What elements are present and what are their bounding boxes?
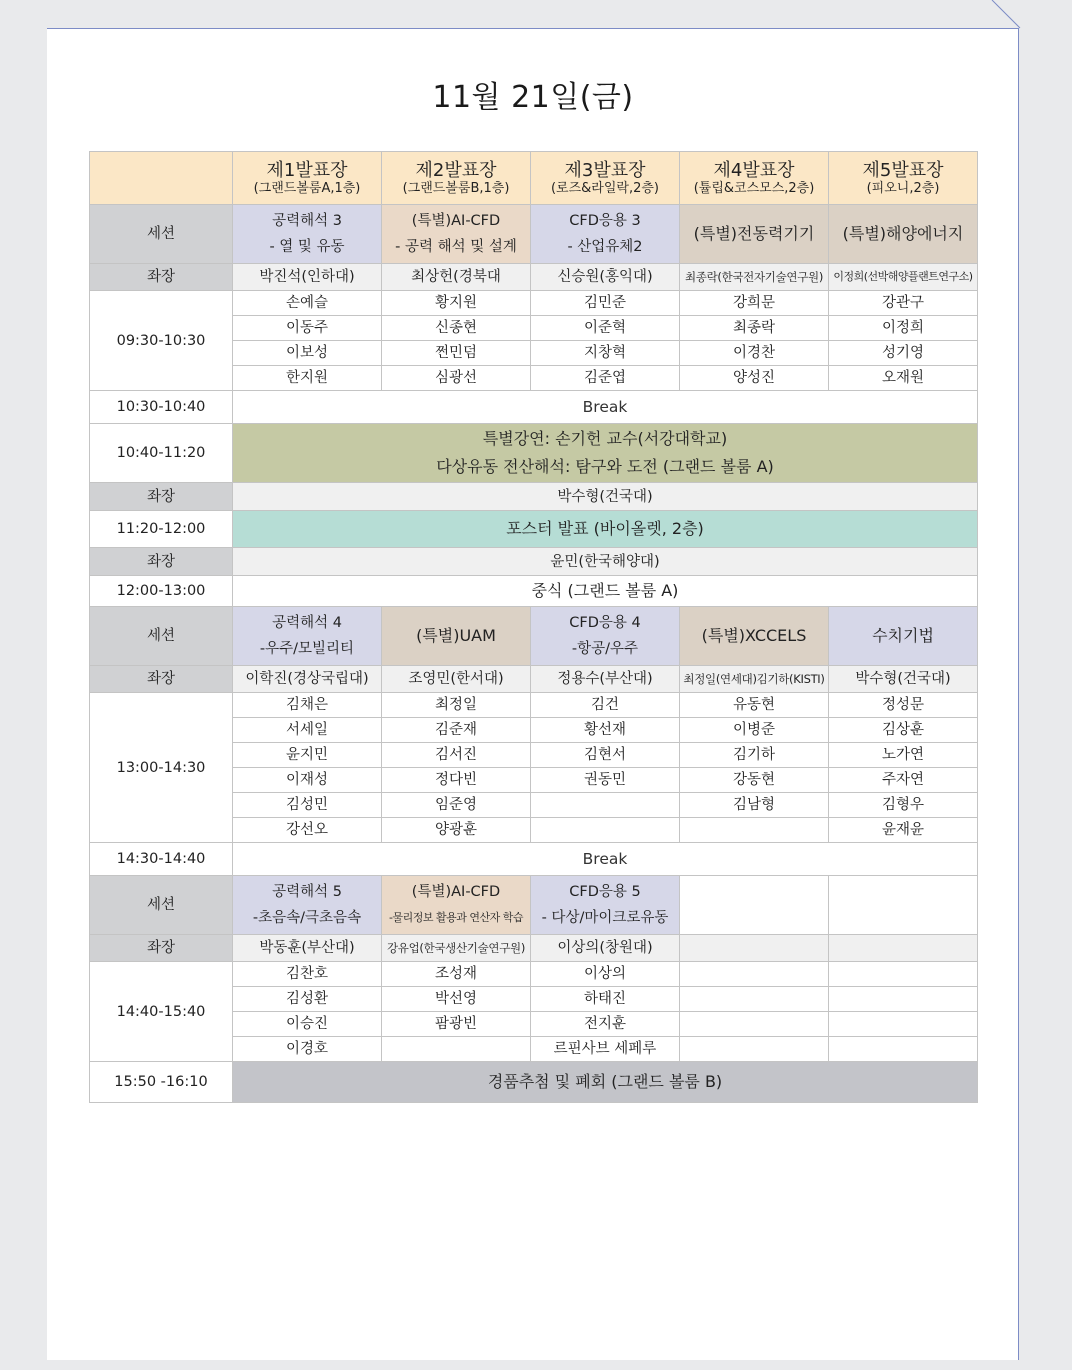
presenter: 성기영 [829, 341, 978, 366]
venue-5: 제5발표장 (피오니,2층) [829, 152, 978, 205]
chair-row [90, 935, 978, 962]
presenter: 신종현 [382, 316, 531, 341]
session-cell: CFD응용 4 -항공/우주 [531, 607, 680, 666]
presenter: 김준엽 [531, 366, 680, 391]
session-cell: (특별)AI-CFD -물리정보 활용과 연산자 학습 [382, 876, 531, 935]
venue-header-row [90, 152, 978, 205]
closing-cell: 경품추첨 및 폐회 (그랜드 볼룸 B) [233, 1062, 978, 1103]
presenter [382, 1037, 531, 1062]
time-slot: 12:00-13:00 [90, 576, 233, 607]
schedule-table [89, 151, 978, 1103]
empty-cell [680, 987, 829, 1012]
presenter: 윤재윤 [829, 818, 978, 843]
presenter-row [90, 693, 978, 718]
presenter: 김준재 [382, 718, 531, 743]
presenter: 한지원 [233, 366, 382, 391]
lunch-cell: 중식 (그랜드 볼룸 A) [233, 576, 978, 607]
presenter: 손예슬 [233, 291, 382, 316]
chair-cell: 박진석(인하대) [233, 264, 382, 291]
time-slot: 09:30-10:30 [90, 291, 233, 391]
break-cell: Break [233, 843, 978, 876]
presenter: 이동주 [233, 316, 382, 341]
presenter: 이승진 [233, 1012, 382, 1037]
presenter: 르핀사브 세페루 [531, 1037, 680, 1062]
chair-cell: 박수형(건국대) [829, 666, 978, 693]
presenter: 김성환 [233, 987, 382, 1012]
chair-cell: 이상의(창원대) [531, 935, 680, 962]
break-cell: Break [233, 391, 978, 424]
chair-label: 좌장 [90, 935, 233, 962]
presenter: 박선영 [382, 987, 531, 1012]
presenter: 서세일 [233, 718, 382, 743]
presenter: 이정희 [829, 316, 978, 341]
break-row [90, 843, 978, 876]
empty-cell [829, 962, 978, 987]
session-row [90, 205, 978, 264]
presenter: 황지원 [382, 291, 531, 316]
empty-cell [829, 876, 978, 935]
chair-label: 좌장 [90, 483, 233, 511]
presenter: 김민준 [531, 291, 680, 316]
presenter: 하태진 [531, 987, 680, 1012]
poster-cell: 포스터 발표 (바이올렛, 2층) [233, 511, 978, 548]
presenter: 윤지민 [233, 743, 382, 768]
presenter: 전지훈 [531, 1012, 680, 1037]
chair-cell: 최상헌(경북대 [382, 264, 531, 291]
empty-cell [680, 1012, 829, 1037]
time-slot: 14:40-15:40 [90, 962, 233, 1062]
venue-4: 제4발표장 (튤립&코스모스,2층) [680, 152, 829, 205]
chair-label: 좌장 [90, 666, 233, 693]
presenter: 김현서 [531, 743, 680, 768]
closing-row [90, 1062, 978, 1103]
chair-row [90, 483, 978, 511]
chair-cell: 이정희(선박해양플랜트연구소) [829, 264, 978, 291]
chair-row [90, 548, 978, 576]
presenter: 양광훈 [382, 818, 531, 843]
presenter: 정성문 [829, 693, 978, 718]
chair-cell: 박수형(건국대) [233, 483, 978, 511]
page-corner-fold [0, 0, 1072, 40]
chair-cell: 신승원(홍익대) [531, 264, 680, 291]
presenter: 강관구 [829, 291, 978, 316]
session-label: 세션 [90, 205, 233, 264]
chair-cell: 이학진(경상국립대) [233, 666, 382, 693]
presenter: 심광선 [382, 366, 531, 391]
chair-label: 좌장 [90, 264, 233, 291]
session-cell: (특별)AI-CFD - 공력 해석 및 설계 [382, 205, 531, 264]
presenter: 김상훈 [829, 718, 978, 743]
break-row [90, 391, 978, 424]
time-slot: 11:20-12:00 [90, 511, 233, 548]
presenter: 김성민 [233, 793, 382, 818]
venue-1: 제1발표장 (그랜드볼룸A,1층) [233, 152, 382, 205]
presenter: 김채은 [233, 693, 382, 718]
chair-cell: 조영민(한서대) [382, 666, 531, 693]
presenter: 팜광빈 [382, 1012, 531, 1037]
presenter: 오재원 [829, 366, 978, 391]
session-cell: CFD응용 5 - 다상/마이크로유동 [531, 876, 680, 935]
lunch-row [90, 576, 978, 607]
presenter: 이준혁 [531, 316, 680, 341]
session-cell: CFD응용 3 - 산업유체2 [531, 205, 680, 264]
empty-cell [829, 935, 978, 962]
session-cell: 수치기법 [829, 607, 978, 666]
presenter: 이병준 [680, 718, 829, 743]
chair-cell: 최정일(연세대)김기하(KISTI) [680, 666, 829, 693]
presenter: 강선오 [233, 818, 382, 843]
presenter: 권동민 [531, 768, 680, 793]
empty-cell [680, 962, 829, 987]
presenter: 노가연 [829, 743, 978, 768]
chair-cell: 정용수(부산대) [531, 666, 680, 693]
session-cell: 공력해석 4 -우주/모빌리티 [233, 607, 382, 666]
poster-row [90, 511, 978, 548]
presenter-row [90, 291, 978, 316]
presenter: 이상의 [531, 962, 680, 987]
chair-row [90, 264, 978, 291]
presenter: 김형우 [829, 793, 978, 818]
time-slot: 14:30-14:40 [90, 843, 233, 876]
presenter: 조성재 [382, 962, 531, 987]
presenter: 정다빈 [382, 768, 531, 793]
presenter: 이재성 [233, 768, 382, 793]
presenter: 김남형 [680, 793, 829, 818]
empty-cell [680, 935, 829, 962]
session-cell: 공력해석 5 -초음속/극초음속 [233, 876, 382, 935]
session-label: 세션 [90, 876, 233, 935]
chair-label: 좌장 [90, 548, 233, 576]
chair-cell: 강유업(한국생산기술연구원) [382, 935, 531, 962]
header-corner [90, 152, 233, 205]
page-title: 11월 21일(금) [432, 80, 634, 115]
presenter [531, 818, 680, 843]
presenter: 최정일 [382, 693, 531, 718]
presenter: 강희문 [680, 291, 829, 316]
chair-cell: 박동훈(부산대) [233, 935, 382, 962]
empty-cell [680, 1037, 829, 1062]
presenter: 유동현 [680, 693, 829, 718]
presenter: 지창혁 [531, 341, 680, 366]
venue-2: 제2발표장 (그랜드볼룸B,1층) [382, 152, 531, 205]
presenter: 임준영 [382, 793, 531, 818]
presenter: 주자연 [829, 768, 978, 793]
chair-cell: 최종락(한국전자기술연구원) [680, 264, 829, 291]
empty-cell [829, 987, 978, 1012]
special-lecture-row [90, 424, 978, 483]
presenter: 김기하 [680, 743, 829, 768]
presenter: 이경찬 [680, 341, 829, 366]
lecture-line-2: 다상유동 전산해석: 탐구와 도전 (그랜드 볼룸 A) [436, 457, 774, 476]
session-cell: 공력해석 3 - 열 및 유동 [233, 205, 382, 264]
time-slot: 10:30-10:40 [90, 391, 233, 424]
presenter: 양성진 [680, 366, 829, 391]
special-lecture-cell [233, 424, 978, 483]
presenter: 최종락 [680, 316, 829, 341]
time-slot: 10:40-11:20 [90, 424, 233, 483]
presenter [680, 818, 829, 843]
venue-3: 제3발표장 (로즈&라일락,2층) [531, 152, 680, 205]
lecture-line-1: 특별강연: 손기헌 교수(서강대학교) [482, 429, 728, 448]
chair-cell: 윤민(한국해양대) [233, 548, 978, 576]
time-slot: 13:00-14:30 [90, 693, 233, 843]
presenter: 김찬호 [233, 962, 382, 987]
presenter: 김서진 [382, 743, 531, 768]
time-slot: 15:50 -16:10 [90, 1062, 233, 1103]
session-cell: (특별)XCCELS [680, 607, 829, 666]
empty-cell [829, 1012, 978, 1037]
presenter: 이보성 [233, 341, 382, 366]
session-row [90, 876, 978, 935]
presenter [531, 793, 680, 818]
session-label: 세션 [90, 607, 233, 666]
session-cell: (특별)해양에너지 [829, 205, 978, 264]
empty-cell [829, 1037, 978, 1062]
session-cell: (특별)UAM [382, 607, 531, 666]
presenter: 쩐민덤 [382, 341, 531, 366]
presenter-row [90, 962, 978, 987]
presenter: 김건 [531, 693, 680, 718]
chair-row [90, 666, 978, 693]
presenter: 강동현 [680, 768, 829, 793]
presenter: 황선재 [531, 718, 680, 743]
presenter: 이경호 [233, 1037, 382, 1062]
empty-cell [680, 876, 829, 935]
session-cell: (특별)전동력기기 [680, 205, 829, 264]
session-row [90, 607, 978, 666]
